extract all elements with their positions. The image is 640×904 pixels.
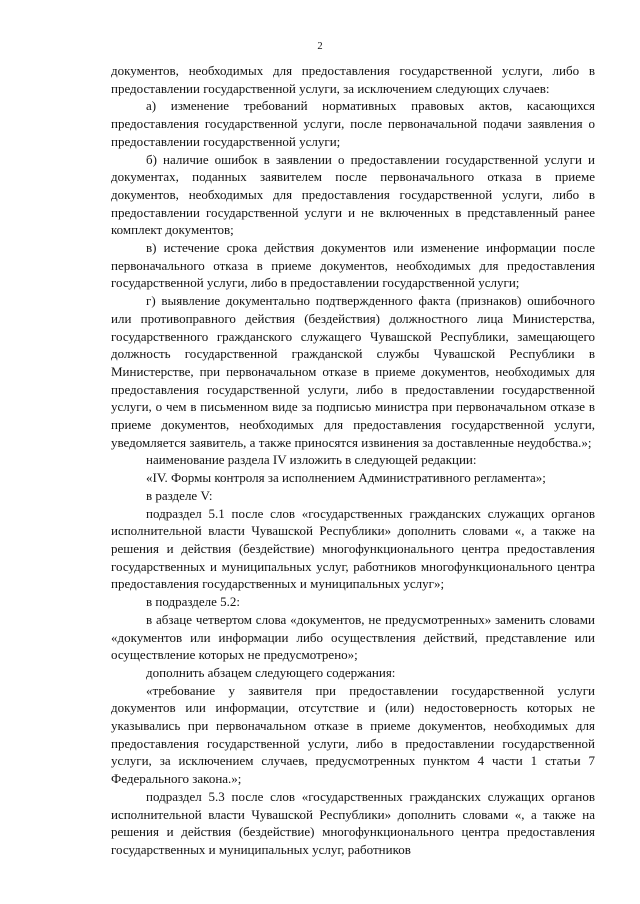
paragraph: подраздел 5.1 после слов «государственных гражданских служащих органов исполнительной власти Чувашской Республики» дополнить словами «, а также на решения и действия (бездействие) многофункционального центра предоставления государственных и муниципальных услуг, работников многофункционального центра предоставления государственных и муниципальных услуг»; bbox=[111, 505, 595, 592]
paragraph: в разделе V: bbox=[146, 487, 213, 503]
paragraph: а) изменение требований нормативных правовых актов, касающихся предоставления государственной услуги, после первоначальной подачи заявления о предоставлении государственной услуги; bbox=[111, 98, 595, 149]
paragraph: дополнить абзацем следующего содержания: bbox=[146, 664, 396, 680]
paragraph: документов, необходимых для предоставления государственной услуги, либо в предоставлении государственной услуги, за исключением следующих случаев: bbox=[111, 63, 595, 96]
paragraph: в) истечение срока действия документов или изменение информации после первоначального отказа в приеме документов, необходимых для предоставления государственной услуги, либо в предоставлении государственной услуги; bbox=[111, 240, 595, 291]
paragraph: в абзаце четвертом слова «документов, не предусмотренных» заменить словами «документов или информации либо осуществления действий, представление или осуществление которых не предусмотрено»; bbox=[111, 611, 595, 663]
paragraph: подраздел 5.3 после слов «государственных гражданских служащих органов исполнительной власти Чувашской Республики» дополнить словами «, а также на решения и действия (бездействие) многофункционального центра предоставления государственных и муниципальных услуг, работников bbox=[111, 788, 595, 857]
paragraph: г) выявление документально подтвержденного факта (признаков) ошибочного или противоправного действия (бездействия) должностного лица Министерства, государственного гражданского служащего Чувашской Республики, замещающего должность государственной гражданской службы Чувашской Республики в Министерстве, при первоначальном отказе в приеме документов, необходимых для предоставления государственной услуги, либо в предоставлении государственной услуги, о чем в письменном виде за подписью министра при первоначальном отказе в приеме документов, необходимых для предоставления государственной услуги, уведомляется заявитель, а также приносятся извинения за доставленные неудобства.»; bbox=[111, 293, 595, 450]
page-number: 2 bbox=[317, 41, 323, 52]
document-body bbox=[111, 62, 595, 859]
paragraph: «IV. Формы контроля за исполнением Административного регламента»; bbox=[146, 470, 546, 486]
paragraph: «требование у заявителя при предоставлении государственной услуги документов или информации, отсутствие и (или) недостоверность которых не указывались при первоначальном отказе в приеме документов, необходимых для предоставления государственной услуги, либо в предоставлении государственной услуги, за исключением случаев, предусмотренных пунктом 4 части 1 статьи 7 Федерального закона.»; bbox=[111, 682, 595, 787]
paragraph: наименование раздела IV изложить в следующей редакции: bbox=[146, 452, 477, 468]
paragraph: в подразделе 5.2: bbox=[146, 594, 241, 610]
paragraph: б) наличие ошибок в заявлении о предоставлении государственной услуги и документах, поданных заявителем после первоначального отказа в приеме документов, необходимых для предоставления государственной услуги, либо в предоставлении государственной услуги и не включенных в представленный ранее комплект документов; bbox=[111, 151, 595, 238]
